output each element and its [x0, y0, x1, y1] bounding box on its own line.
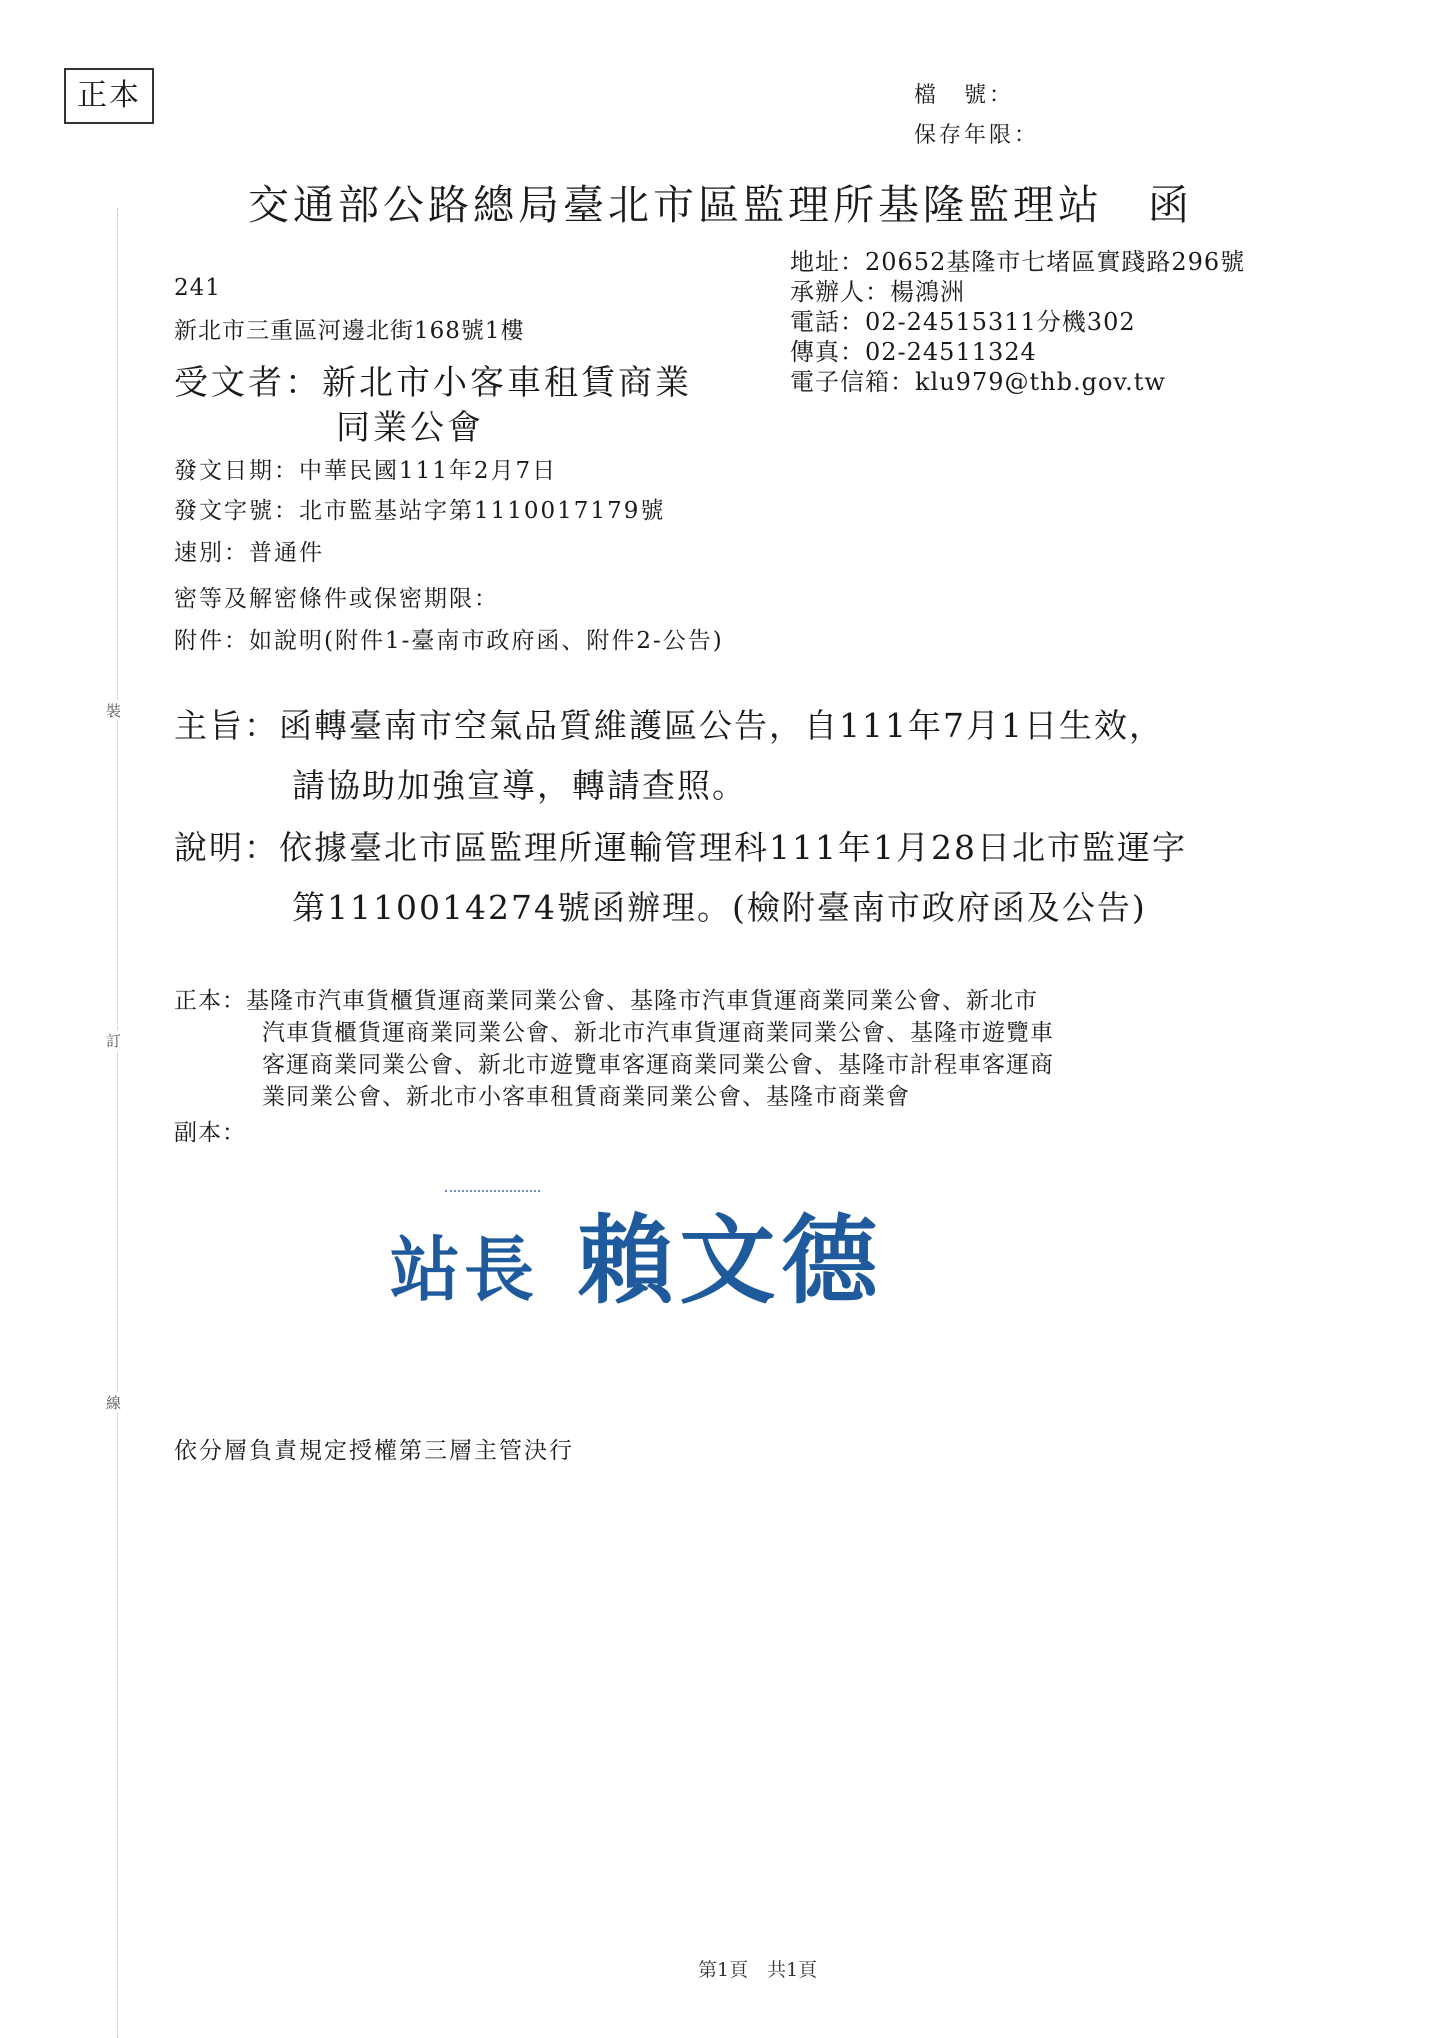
explain-line2: 第1110014274號函辦理。(檢附臺南市政府函及公告) — [292, 888, 1147, 927]
contact-fax: 傳真：02-24511324 — [790, 338, 1037, 366]
cc-line4: 業同業公會、新北市小客車租賃商業同業公會、基隆市商業會 — [262, 1084, 910, 1110]
seal-title: 站長 — [390, 1228, 538, 1311]
cc-line3: 客運商業同業公會、新北市遊覽車客運商業同業公會、基隆市計程車客運商 — [262, 1052, 1054, 1078]
confidentiality: 密等及解密條件或保密期限： — [174, 586, 499, 612]
contact-email: 電子信箱：klu979@thb.gov.tw — [790, 368, 1166, 396]
cc-line1: 正本：基隆市汽車貨櫃貨運商業同業公會、基隆市汽車貨運商業同業公會、新北市 — [174, 988, 1038, 1014]
explain-line1: 說明：依據臺北市區監理所運輸管理科111年1月28日北市監運字 — [174, 828, 1187, 867]
issue-date: 發文日期：中華民國111年2月7日 — [174, 458, 558, 484]
recipient-line1: 受文者：新北市小客車租賃商業 — [174, 363, 692, 403]
retention-label: 保存年限： — [914, 123, 1040, 148]
seal-name: 賴文德 — [577, 1204, 884, 1317]
director-seal — [390, 1185, 883, 1322]
contact-address: 地址：20652基隆市七堵區實踐路296號 — [790, 248, 1246, 276]
file-number-label: 檔 號： — [914, 83, 1015, 108]
binding-mark-ding: 訂 — [106, 1032, 122, 1050]
binding-mark-xian: 線 — [106, 1394, 122, 1412]
contact-phone: 電話：02-24515311分機302 — [790, 308, 1136, 336]
subject-line2: 請協助加強宣導，轉請查照。 — [292, 766, 747, 805]
authorization-note: 依分層負責規定授權第三層主管決行 — [174, 1438, 574, 1464]
issue-number: 發文字號：北市監基站字第1110017179號 — [174, 498, 666, 524]
recipient-line2: 同業公會 — [336, 408, 484, 448]
recipient-zip: 241 — [174, 275, 221, 301]
attachments: 附件：如說明(附件1-臺南市政府函、附件2-公告) — [174, 628, 724, 654]
document-title: 交通部公路總局臺北市區監理所基隆監理站 函 — [248, 181, 1193, 229]
subject-line1: 主旨：函轉臺南市空氣品質維護區公告，自111年7月1日生效， — [174, 706, 1164, 745]
page-footer: 第1頁 共1頁 — [698, 1959, 818, 1981]
contact-handler: 承辦人：楊鴻洲 — [790, 278, 965, 306]
original-copy-stamp: 正本 — [64, 68, 154, 124]
speed-category: 速別：普通件 — [174, 540, 324, 566]
recipient-address: 新北市三重區河邊北街168號1樓 — [174, 318, 525, 344]
copy-label: 副本： — [174, 1120, 246, 1146]
cc-line2: 汽車貨櫃貨運商業同業公會、新北市汽車貨運商業同業公會、基隆市遊覽車 — [262, 1020, 1054, 1046]
binding-margin-line — [117, 208, 118, 2038]
binding-mark-zhuang: 裝 — [106, 702, 122, 720]
